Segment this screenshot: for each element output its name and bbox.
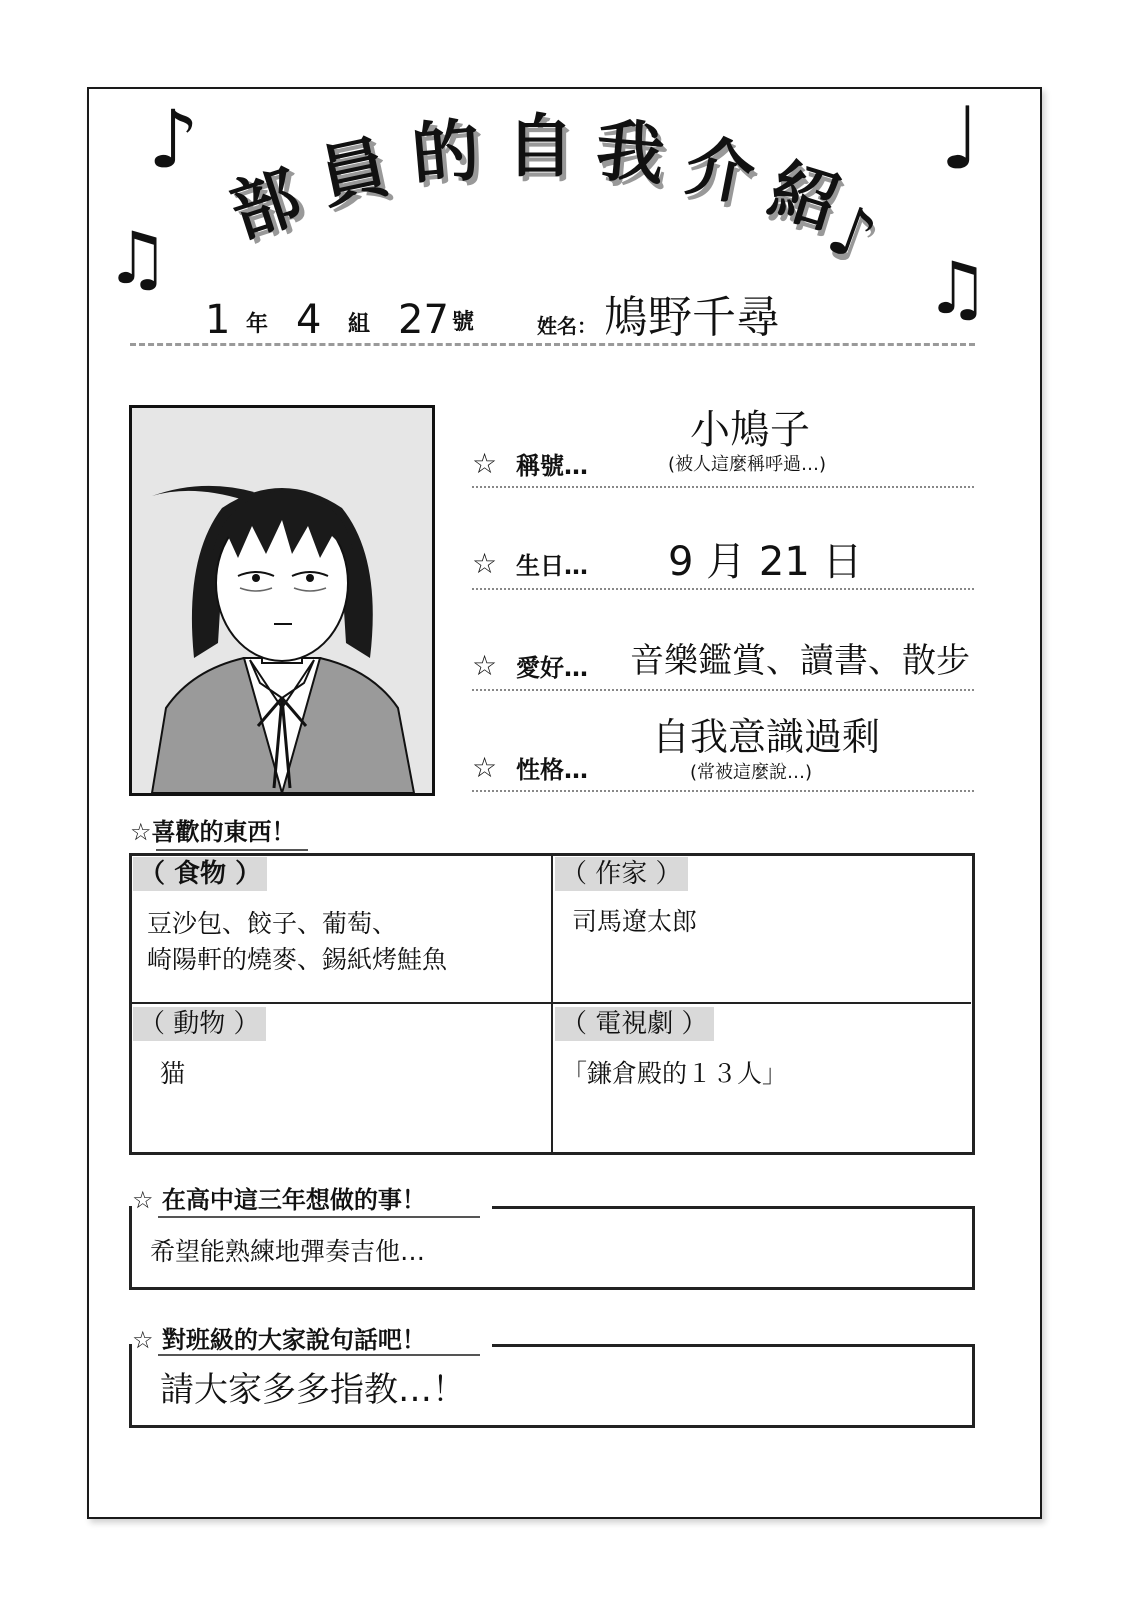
message-text: 請大家多多指教…！ [160,1370,466,1410]
beamed-notes-icon: ♫ [105,216,170,300]
seat-unit: 號 [452,310,475,335]
tv-drama-line: 「鎌倉殿的１３人」 [562,1059,788,1088]
hobby-label: 愛好… [516,654,588,682]
goals-title: ☆ 在高中這三年想做的事！ [132,1186,426,1214]
row-divider [472,689,974,691]
title-char: 員 [312,127,396,220]
star-icon: ☆ [472,447,498,480]
grade-number: 1 [205,297,231,343]
food-tag: （ 食物 ） [133,857,267,891]
grid-divider [551,855,553,1153]
goals-box-top [492,1206,972,1209]
star-icon: ☆ [472,751,498,784]
header-divider [130,343,975,346]
author-tag: （ 作家 ） [555,857,688,891]
star-icon: ☆ [472,649,498,682]
row-divider [472,588,974,590]
food-line: 崎陽軒的燒麥、錫紙烤鮭魚 [147,945,448,974]
music-note-icon: ♩ [940,89,981,189]
nickname-label: 稱號… [516,452,588,480]
favorites-title: ☆喜歡的東西！ [130,818,296,846]
grade-unit: 年 [246,312,269,337]
nickname-value: 小鳩子 [690,407,810,453]
class-unit: 組 [348,312,371,337]
title-music-note: ♪ [817,186,888,280]
seat-number: 27 [398,297,449,343]
personality-label: 性格… [516,756,588,784]
portrait-drawing [132,408,432,793]
title-char: 部 [221,157,311,254]
favorites-underline [156,849,308,851]
title-char: 自 [506,108,575,187]
beamed-notes-icon: ♫ [925,246,990,330]
star-icon: ☆ [472,547,498,580]
birthday-value: 9 月 21 日 [668,539,863,585]
row-divider [472,790,974,792]
message-title: ☆ 對班級的大家說句話吧！ [132,1326,426,1354]
title-char: 紹 [760,149,849,246]
nickname-note: (被人這麼稱呼過…) [668,454,827,475]
tv-drama-tag: （ 電視劇 ） [555,1007,714,1041]
title-char: 我 [592,111,668,196]
class-number: 4 [296,297,322,343]
animal-line: 猫 [160,1059,186,1088]
title-char: 的 [408,111,484,196]
student-name: 鳩野千尋 [604,292,780,343]
personality-value: 自我意識過剩 [652,715,881,759]
hobby-value: 音樂鑑賞、讀書、散步 [630,641,970,681]
row-divider [472,486,974,488]
title-char: 介 [679,126,762,217]
name-label: 姓名： [537,314,597,338]
food-line: 豆沙包、餃子、葡萄、 [147,909,398,938]
birthday-label: 生日… [516,552,588,580]
grid-divider [131,1002,971,1004]
personality-note: (常被這麼說…) [690,762,813,783]
animal-tag: （ 動物 ） [133,1007,266,1041]
author-line: 司馬遼太郎 [572,907,698,936]
message-box-top [492,1344,972,1347]
portrait-illustration [129,405,435,796]
music-note-icon: ♪ [148,93,200,186]
goals-text: 希望能熟練地彈奏吉他… [150,1237,426,1266]
